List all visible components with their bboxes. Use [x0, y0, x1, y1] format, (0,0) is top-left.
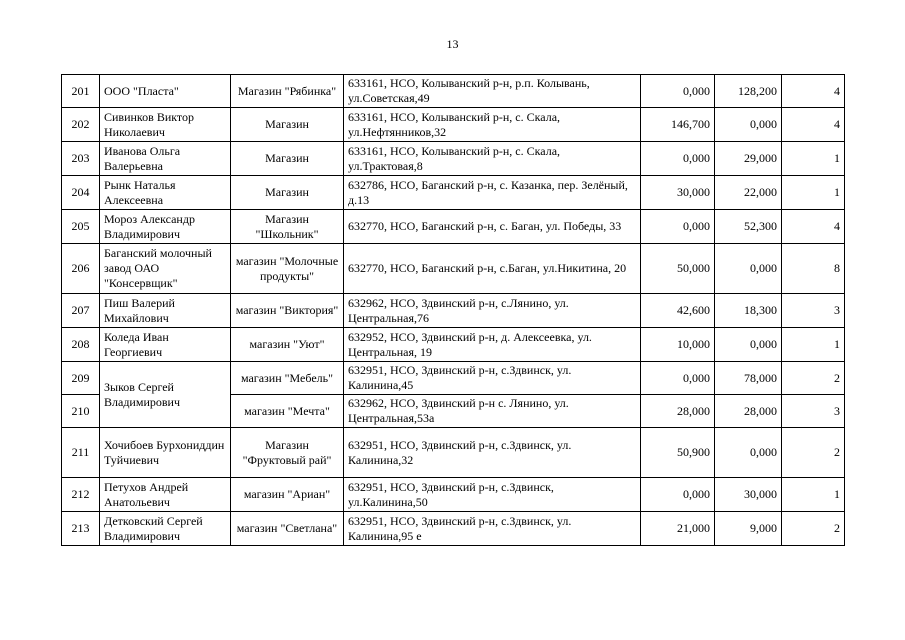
- value-1: 0,000: [641, 478, 715, 512]
- count: 4: [782, 75, 845, 108]
- value-2: 18,300: [715, 294, 782, 328]
- value-2: 52,300: [715, 210, 782, 244]
- table-row: [62, 328, 845, 362]
- store-address: 632962, НСО, Здвинский р-н, с.Лянино, ул. Центральная,76: [344, 294, 641, 328]
- value-2: 28,000: [715, 395, 782, 428]
- store-address: 632770, НСО, Баганский р-н, с.Баган, ул.Никитина, 20: [344, 244, 641, 294]
- value-2: 30,000: [715, 478, 782, 512]
- owner-name: Рынк Наталья Алексеевна: [100, 176, 231, 210]
- store-address: 632951, НСО, Здвинский р-н, с.Здвинск, ул. Калинина,45: [344, 362, 641, 395]
- store-address: 633161, НСО, Колыванский р-н, с. Скала, ул.Нефтянников,32: [344, 108, 641, 142]
- store-type: магазин "Мечта": [231, 395, 344, 428]
- store-type: Магазин "Фруктовый рай": [231, 428, 344, 478]
- value-2: 22,000: [715, 176, 782, 210]
- store-type: магазин "Светлана": [231, 512, 344, 546]
- store-type: магазин "Мебель": [231, 362, 344, 395]
- store-type: Магазин "Рябинка": [231, 75, 344, 108]
- store-address: 632951, НСО, Здвинский р-н, с.Здвинск, ул.Калинина,50: [344, 478, 641, 512]
- store-type: магазин "Уют": [231, 328, 344, 362]
- value-1: 42,600: [641, 294, 715, 328]
- owner-name: Иванова Ольга Валерьевна: [100, 142, 231, 176]
- value-1: 10,000: [641, 328, 715, 362]
- owner-name: Коледа Иван Георгиевич: [100, 328, 231, 362]
- owner-name: Мороз Александр Владимирович: [100, 210, 231, 244]
- table-row: [62, 108, 845, 142]
- count: 4: [782, 210, 845, 244]
- value-2: 78,000: [715, 362, 782, 395]
- registry-table: [61, 74, 845, 546]
- row-number: 210: [62, 395, 100, 428]
- owner-name: Пиш Валерий Михайлович: [100, 294, 231, 328]
- table-row: [62, 362, 845, 395]
- store-address: 632952, НСО, Здвинский р-н, д. Алексеевка, ул. Центральная, 19: [344, 328, 641, 362]
- count: 8: [782, 244, 845, 294]
- row-number: 209: [62, 362, 100, 395]
- value-1: 50,000: [641, 244, 715, 294]
- row-number: 205: [62, 210, 100, 244]
- value-1: 0,000: [641, 75, 715, 108]
- count: 1: [782, 328, 845, 362]
- page-number: 13: [446, 37, 459, 51]
- store-address: 632962, НСО, Здвинский р-н с. Лянино, ул. Центральная,53а: [344, 395, 641, 428]
- store-type: магазин "Виктория": [231, 294, 344, 328]
- value-2: 29,000: [715, 142, 782, 176]
- store-type: Магазин "Школьник": [231, 210, 344, 244]
- store-type: Магазин: [231, 108, 344, 142]
- owner-name: Сивинков Виктор Николаевич: [100, 108, 231, 142]
- table-row: [62, 244, 845, 294]
- table-row: [62, 478, 845, 512]
- count: 1: [782, 176, 845, 210]
- row-number: 203: [62, 142, 100, 176]
- value-1: 21,000: [641, 512, 715, 546]
- store-address: 633161, НСО, Колыванский р-н, с. Скала, ул.Трактовая,8: [344, 142, 641, 176]
- table-row: [62, 428, 845, 478]
- value-2: 9,000: [715, 512, 782, 546]
- row-number: 207: [62, 294, 100, 328]
- owner-name: Детковский Сергей Владимирович: [100, 512, 231, 546]
- count: 2: [782, 428, 845, 478]
- store-type: Магазин: [231, 142, 344, 176]
- count: 3: [782, 395, 845, 428]
- owner-name: Зыков Сергей Владимирович: [100, 362, 231, 428]
- count: 2: [782, 362, 845, 395]
- table-row: [62, 142, 845, 176]
- owner-name: Петухов Андрей Анатольевич: [100, 478, 231, 512]
- value-2: 0,000: [715, 244, 782, 294]
- table-row: [62, 512, 845, 546]
- value-2: 0,000: [715, 108, 782, 142]
- table-row: [62, 294, 845, 328]
- value-2: 0,000: [715, 328, 782, 362]
- value-1: 0,000: [641, 210, 715, 244]
- store-type: магазин "Молочные продукты": [231, 244, 344, 294]
- row-number: 202: [62, 108, 100, 142]
- row-number: 213: [62, 512, 100, 546]
- owner-name: ООО "Пласта": [100, 75, 231, 108]
- store-address: 632951, НСО, Здвинский р-н, с.Здвинск, ул. Калинина,95 е: [344, 512, 641, 546]
- table-row: [62, 176, 845, 210]
- store-address: 632770, НСО, Баганский р-н, с. Баган, ул. Победы, 33: [344, 210, 641, 244]
- store-type: Магазин: [231, 176, 344, 210]
- count: 2: [782, 512, 845, 546]
- owner-name: Баганский молочный завод ОАО "Консервщик": [100, 244, 231, 294]
- row-number: 201: [62, 75, 100, 108]
- value-1: 0,000: [641, 142, 715, 176]
- store-address: 632951, НСО, Здвинский р-н, с.Здвинск, ул. Калинина,32: [344, 428, 641, 478]
- table-row: [62, 75, 845, 108]
- value-2: 0,000: [715, 428, 782, 478]
- row-number: 208: [62, 328, 100, 362]
- store-type: магазин "Ариан": [231, 478, 344, 512]
- value-2: 128,200: [715, 75, 782, 108]
- value-1: 50,900: [641, 428, 715, 478]
- row-number: 204: [62, 176, 100, 210]
- row-number: 211: [62, 428, 100, 478]
- value-1: 0,000: [641, 362, 715, 395]
- count: 4: [782, 108, 845, 142]
- count: 1: [782, 142, 845, 176]
- value-1: 28,000: [641, 395, 715, 428]
- owner-name: Хочибоев Бурхониддин Туйчиевич: [100, 428, 231, 478]
- row-number: 212: [62, 478, 100, 512]
- table-row: [62, 210, 845, 244]
- store-address: 632786, НСО, Баганский р-н, с. Казанка, пер. Зелёный, д.13: [344, 176, 641, 210]
- count: 1: [782, 478, 845, 512]
- store-address: 633161, НСО, Колыванский р-н, р.п. Колывань, ул.Советская,49: [344, 75, 641, 108]
- value-1: 146,700: [641, 108, 715, 142]
- count: 3: [782, 294, 845, 328]
- row-number: 206: [62, 244, 100, 294]
- value-1: 30,000: [641, 176, 715, 210]
